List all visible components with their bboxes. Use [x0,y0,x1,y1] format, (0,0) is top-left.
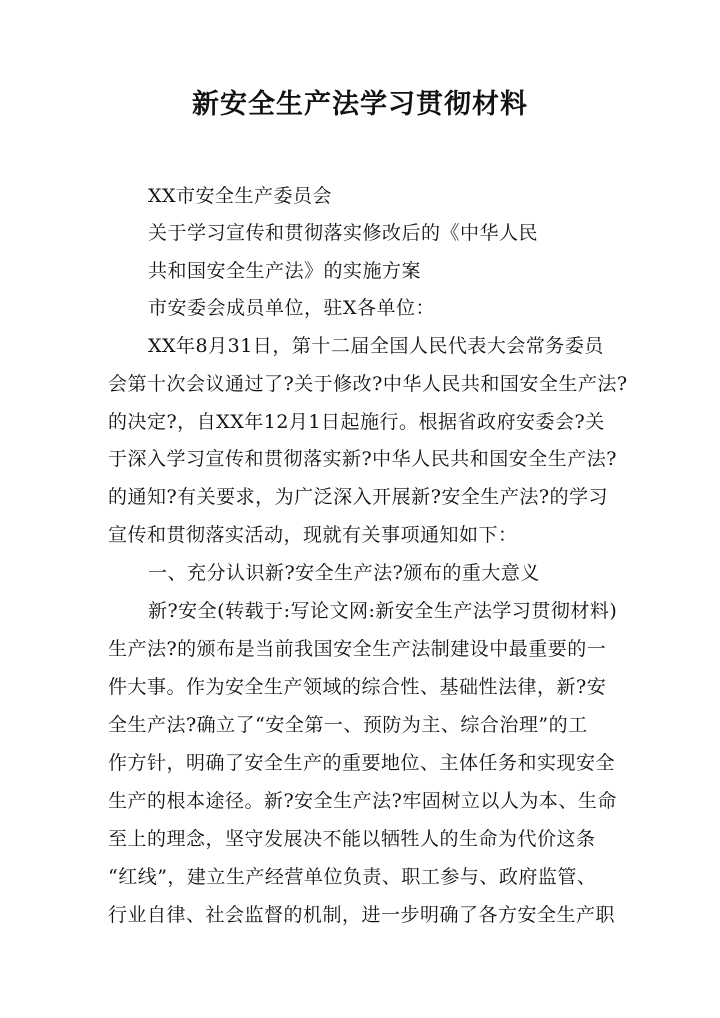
doc-line: 共和国安全生产法》的实施方案 [148,260,422,282]
doc-line: 生产的根本途径。新?安全生产法?牢固树立以人为本、生命 [108,790,617,812]
document-title: 新安全生产法学习贯彻材料 [192,89,528,120]
section-heading: 一、充分认识新?安全生产法?颁布的重大意义 [148,562,540,584]
doc-line: 会第十次会议通过了?关于修改?中华人民共和国安全生产法? [108,373,628,395]
doc-line: 于深入学习宣传和贯彻落实新?中华人民共和国安全生产法? [108,448,617,470]
doc-line: 生产法?的颁布是当前我国安全生产法制建设中最重要的一 [108,638,607,660]
doc-line: “红线”，建立生产经营单位负责、职工参与、政府监管、 [108,866,597,888]
doc-line: 件大事。作为安全生产领域的综合性、基础性法律，新?安 [108,676,607,698]
doc-line: 的决定?，自XX年12月1日起施行。根据省政府安委会?关 [108,411,605,433]
doc-line: 行业自律、社会监督的机制，进一步明确了各方安全生产职 [108,904,616,926]
doc-line: 新?安全(转载于:写论文网:新安全生产法学习贯彻材料) [148,600,618,622]
doc-line: 至上的理念，坚守发展决不能以牺牲人的生命为代价这条 [108,828,596,850]
doc-line: XX年8月31日，第十二届全国人民代表大会常务委员 [148,335,604,357]
doc-line: 关于学习宣传和贯彻落实修改后的《中华人民 [148,222,539,244]
doc-line: XX市安全生产委员会 [148,185,333,207]
doc-line: 作方针，明确了安全生产的重要地位、主体任务和实现安全 [108,752,616,774]
doc-line: 全生产法?确立了“安全第一、预防为主、综合治理”的工 [108,714,588,736]
doc-line: 市安委会成员单位，驻X各单位： [148,297,436,319]
doc-line: 宣传和贯彻落实活动，现就有关事项通知如下： [108,524,518,546]
doc-line: 的通知?有关要求，为广泛深入开展新?安全生产法?的学习 [108,486,609,508]
